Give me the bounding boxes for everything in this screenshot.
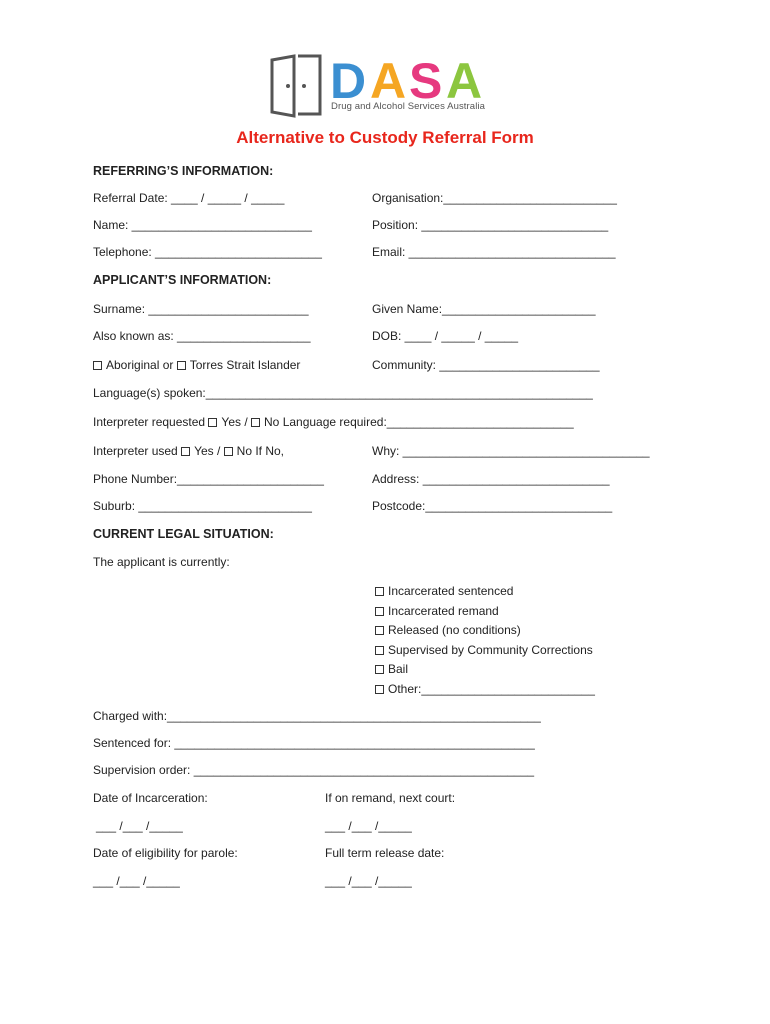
- indigenous-status: [93, 358, 300, 372]
- checkbox[interactable]: [375, 665, 384, 674]
- address-field[interactable]: Address: ____________________________: [372, 472, 610, 486]
- legal-option[interactable]: [375, 682, 595, 696]
- torres-label: Torres Strait Islander: [189, 358, 301, 372]
- checkbox[interactable]: [375, 607, 384, 616]
- logo-subtitle: Drug and Alcohol Services Australia: [331, 101, 485, 112]
- dob-field[interactable]: DOB: ____ / _____ / _____: [372, 329, 519, 343]
- supervision-order-field[interactable]: Supervision order: ___________________________________________________: [93, 763, 535, 777]
- position-field[interactable]: Position: ____________________________: [372, 218, 609, 232]
- sentenced-for-field[interactable]: Sentenced for: ______________________________________________________: [93, 736, 535, 750]
- date-incarceration-label: Date of Incarceration:: [93, 791, 208, 805]
- checkbox[interactable]: [375, 587, 384, 596]
- referral-date-field[interactable]: Referral Date: ____ / _____ / _____: [93, 191, 285, 205]
- email-field[interactable]: Email: _______________________________: [372, 245, 616, 259]
- date-incarceration-field[interactable]: ___ /___ /_____: [96, 819, 183, 833]
- interpreter-used-no-checkbox[interactable]: [224, 447, 233, 456]
- why-field[interactable]: Why: _____________________________________: [372, 444, 650, 458]
- referring-heading: REFERRING’S INFORMATION:: [93, 164, 274, 178]
- given-name-field[interactable]: Given Name:_______________________: [372, 302, 596, 316]
- interpreter-requested-label: Interpreter requested: [93, 415, 206, 429]
- phone-number-field[interactable]: Phone Number:______________________: [93, 472, 324, 486]
- yes-label: Yes /: [194, 444, 221, 458]
- language-required-field[interactable]: No Language required:____________________________: [264, 415, 574, 429]
- aboriginal-label: Aboriginal or: [106, 358, 174, 372]
- suburb-field[interactable]: Suburb: __________________________: [93, 499, 312, 513]
- legal-option[interactable]: [375, 584, 513, 598]
- interpreter-requested-yes-checkbox[interactable]: [208, 418, 217, 427]
- interpreter-used-label: Interpreter used: [93, 444, 178, 458]
- interpreter-requested-row: [93, 415, 574, 429]
- checkbox[interactable]: [375, 626, 384, 635]
- legal-option[interactable]: [375, 623, 521, 637]
- option-label: Incarcerated sentenced: [388, 584, 514, 598]
- postcode-field[interactable]: Postcode:____________________________: [372, 499, 613, 513]
- logo-letter-d: D: [330, 53, 367, 109]
- legal-option[interactable]: [375, 604, 499, 618]
- logo-letter-a2: A: [446, 53, 483, 109]
- form-title: Alternative to Custody Referral Form: [236, 128, 534, 147]
- interpreter-requested-no-checkbox[interactable]: [251, 418, 260, 427]
- option-label: Incarcerated remand: [388, 604, 499, 618]
- referrer-name-field[interactable]: Name: ___________________________: [93, 218, 312, 232]
- legal-option[interactable]: [375, 643, 593, 657]
- checkbox[interactable]: [375, 685, 384, 694]
- option-label: Supervised by Community Corrections: [388, 643, 593, 657]
- release-label: Full term release date:: [325, 846, 445, 860]
- yes-label: Yes /: [221, 415, 248, 429]
- organisation-field[interactable]: Organisation:__________________________: [372, 191, 617, 205]
- aka-field[interactable]: Also known as: ____________________: [93, 329, 311, 343]
- interpreter-used-row: [93, 444, 284, 458]
- checkbox[interactable]: [375, 646, 384, 655]
- option-label: Other:__________________________: [388, 682, 595, 696]
- parole-date-field[interactable]: ___ /___ /_____: [93, 874, 180, 888]
- interpreter-used-yes-checkbox[interactable]: [181, 447, 190, 456]
- legal-intro: The applicant is currently:: [93, 555, 230, 569]
- next-court-date-field[interactable]: ___ /___ /_____: [325, 819, 412, 833]
- logo-letter-s: S: [409, 53, 443, 109]
- community-field[interactable]: Community: ________________________: [372, 358, 600, 372]
- logo-letter-a: A: [370, 53, 407, 109]
- applicant-heading: APPLICANT’S INFORMATION:: [93, 273, 272, 287]
- option-label: Bail: [388, 662, 409, 676]
- no-if-no-label: No If No,: [236, 444, 285, 458]
- option-label: Released (no conditions): [388, 623, 521, 637]
- charged-with-field[interactable]: Charged with:________________________________________________________: [93, 709, 541, 723]
- next-court-label: If on remand, next court:: [325, 791, 456, 805]
- legal-heading: CURRENT LEGAL SITUATION:: [93, 527, 274, 541]
- release-date-field[interactable]: ___ /___ /_____: [325, 874, 412, 888]
- surname-field[interactable]: Surname: ________________________: [93, 302, 309, 316]
- telephone-field[interactable]: Telephone: _________________________: [93, 245, 322, 259]
- legal-option[interactable]: [375, 662, 408, 676]
- aboriginal-checkbox[interactable]: [93, 361, 102, 370]
- parole-label: Date of eligibility for parole:: [93, 846, 238, 860]
- languages-field[interactable]: Language(s) spoken:__________________________________________________________: [93, 386, 593, 400]
- torres-checkbox[interactable]: [177, 361, 186, 370]
